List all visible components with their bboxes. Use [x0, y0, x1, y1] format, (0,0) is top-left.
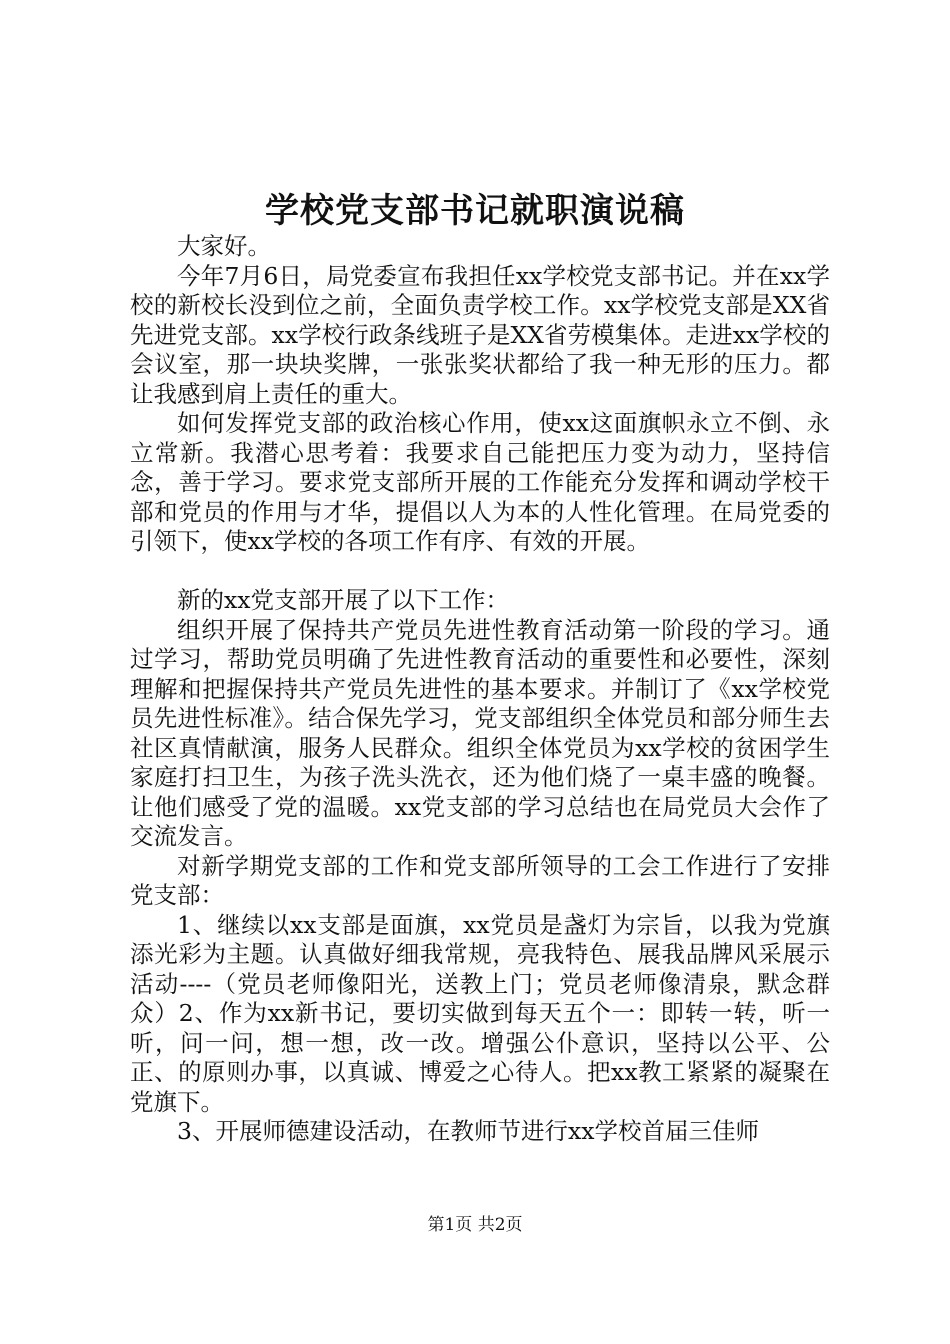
paragraph-item-3: 3、开展师德建设活动，在教师节进行xx学校首届三佳师	[177, 1117, 759, 1145]
paragraph-appointment: 今年7月6日，局党委宣布我担任xx学校党支部书记。并在xx学校的新校长没到位之前，全面负责学校工作。xx学校党支部是XX省先进党支部。xx学校行政条线班子是XX省劳模集体。走进xx学校的会议室，那一块块奖牌，一张张奖状都给了我一种无形的压力。都让我感到肩上责任的重大。	[130, 261, 830, 408]
page-footer: 第1页 共2页	[427, 1215, 523, 1235]
paragraph-new-term-plan: 对新学期党支部的工作和党支部所领导的工会工作进行了安排党支部：	[130, 851, 830, 909]
paragraph-greeting: 大家好。	[177, 232, 271, 260]
document-title: 学校党支部书记就职演说稿	[265, 191, 685, 231]
paragraph-item-1-2: 1、继续以xx支部是面旗，xx党员是盏灯为宗旨，以我为党旗添光彩为主题。认真做好细我常规，亮我特色、展我品牌风采展示活动----（党员老师像阳光，送教上门；党员老师像清泉，默念群众）2、作为xx新书记，要切实做到每天五个一：即转一转，听一听，问一问，想一想，改一改。增强公仆意识，坚持以公平、公正、的原则办事，以真诚、博爱之心待人。把xx教工紧紧的凝聚在党旗下。	[130, 910, 830, 1116]
document-body	[130, 232, 830, 1147]
paragraph-reflection: 如何发挥党支部的政治核心作用，使xx这面旗帜永立不倒、永立常新。我潜心思考着：我要求自己能把压力变为动力，坚持信念，善于学习。要求党支部所开展的工作能充分发挥和调动学校干部和党员的作用与才华，提倡以人为本的人性化管理。在局党委的引领下，使xx学校的各项工作有序、有效的开展。	[130, 409, 830, 555]
paragraph-work-intro: 新的xx党支部开展了以下工作：	[177, 586, 510, 614]
paragraph-study-activities: 组织开展了保持共产党员先进性教育活动第一阶段的学习。通过学习，帮助党员明确了先进性教育活动的重要性和必要性，深刻理解和把握保持共产党员先进性的基本要求。并制订了《xx学校党员先进性标准》。结合保先学习，党支部组织全体党员和部分师生去社区真情献演，服务人民群众。组织全体党员为xx学校的贫困学生家庭打扫卫生，为孩子洗头洗衣，还为他们烧了一桌丰盛的晚餐。让他们感受了党的温暖。xx党支部的学习总结也在局党员大会作了交流发言。	[130, 615, 830, 850]
